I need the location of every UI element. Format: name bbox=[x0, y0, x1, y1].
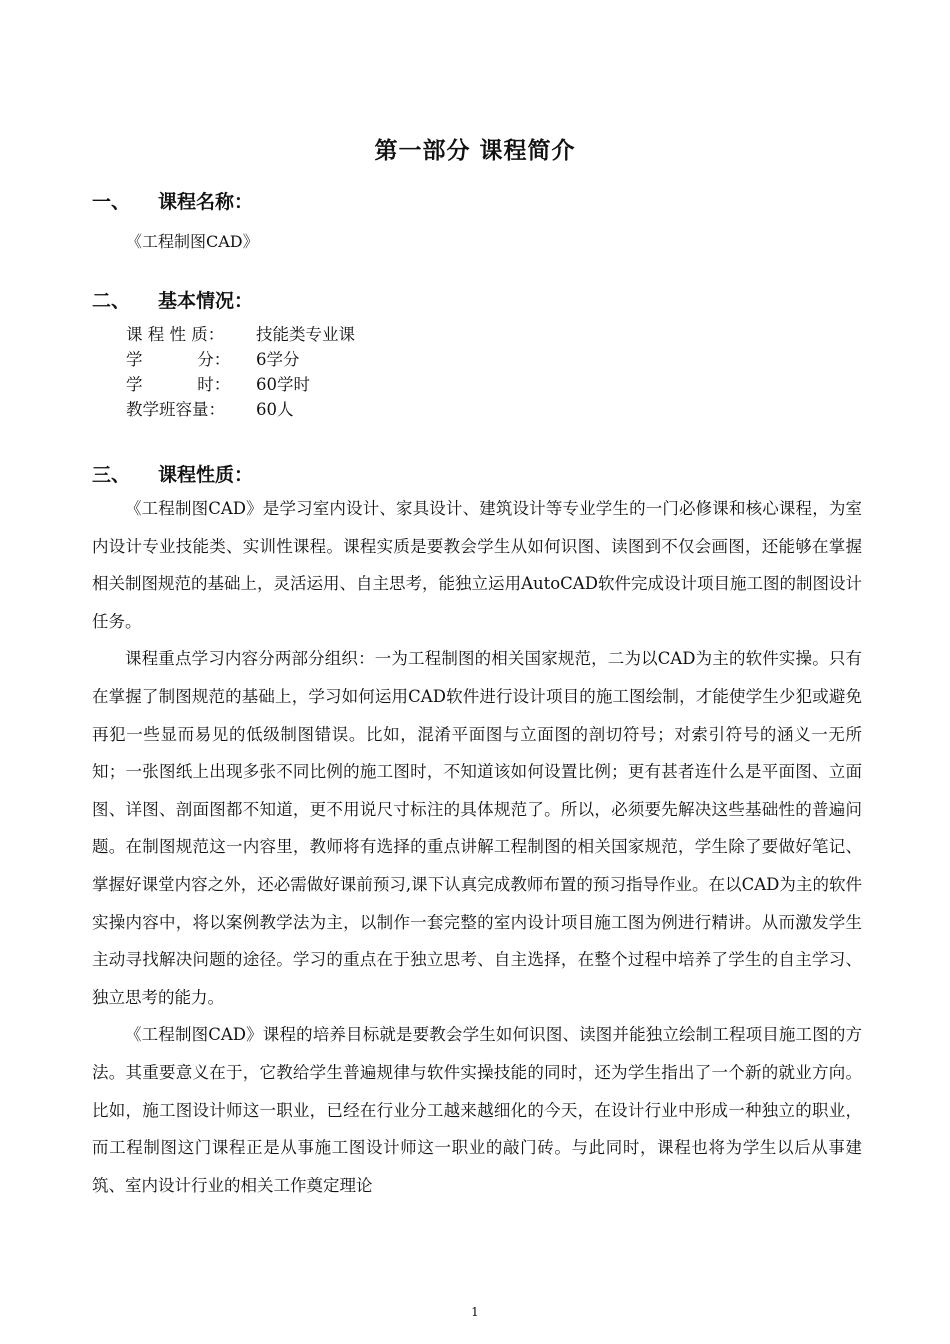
section-title: 课程名称： bbox=[158, 191, 254, 213]
info-value: 技能类专业课 bbox=[256, 325, 355, 344]
info-value: 60学时 bbox=[256, 375, 310, 394]
section-heading-course-nature bbox=[92, 460, 253, 487]
paragraph: 课程重点学习内容分两部分组织：一为工程制图的相关国家规范，二为以CAD为主的软件实操。只有在掌握了制图规范的基础上，学习如何运用CAD软件进行设计项目的施工图绘制，才能使学生少犯或避免再犯一些显而易见的低级制图错误。比如，混淆平面图与立面图的剖切符号；对索引符号的涵义一无所知；一张图纸上出现多张不同比例的施工图时，不知道该如何设置比例；更有甚者连什么是平面图、立面图、详图、剖面图都不知道，更不用说尺寸标注的具体规范了。所以，必须要先解决这些基础性的普遍问题。在制图规范这一内容里，教师将有选择的重点讲解工程制图的相关国家规范，学生除了要做好笔记、掌握好课堂内容之外，还必需做好课前预习,课下认真完成教师布置的预习指导作业。在以CAD为主的软件实操内容中，将以案例教学法为主，以制作一套完整的室内设计项目施工图为例进行精讲。从而激发学生主动寻找解决问题的途径。学习的重点在于独立思考、自主选择，在整个过程中培养了学生的自主学习、独立思考的能力。 bbox=[92, 649, 862, 1007]
info-row-hours bbox=[126, 372, 355, 397]
paragraph: 《工程制图CAD》课程的培养目标就是要教会学生如何识图、读图并能独立绘制工程项目施工图的方法。其重要意义在于，它教给学生普遍规律与软件实操技能的同时，还为学生指出了一个新的就业方向。比如，施工图设计师这一职业，已经在行业分工越来越细化的今天，在设计行业中形成一种独立的职业，而工程制图这门课程正是从事施工图设计师这一职业的敲门砖。与此同时，课程也将为学生以后从事建筑、室内设计行业的相关工作奠定理论 bbox=[92, 1025, 862, 1195]
page-number: 1 bbox=[471, 1305, 479, 1319]
page-title: 第一部分 课程简介 bbox=[374, 138, 576, 164]
section-number: 一、 bbox=[92, 191, 131, 213]
info-row-nature bbox=[126, 322, 355, 347]
paragraph: 《工程制图CAD》是学习室内设计、家具设计、建筑设计等专业学生的一门必修课和核心课程，为室内设计专业技能类、实训性课程。课程实质是要教会学生从如何识图、读图到不仅会画图，还能够在掌握相关制图规范的基础上，灵活运用、自主思考，能独立运用AutoCAD软件完成设计项目施工图的制图设计任务。 bbox=[92, 499, 862, 631]
info-label: 课 程 性 质： bbox=[126, 325, 225, 344]
info-value: 60人 bbox=[256, 400, 294, 419]
section-heading-basic-info bbox=[92, 286, 253, 313]
section-heading-course-name bbox=[92, 187, 253, 214]
section-number: 三、 bbox=[92, 464, 131, 486]
body-text bbox=[92, 490, 862, 1204]
info-label: 教学班容量： bbox=[126, 400, 225, 419]
basic-info-list bbox=[126, 322, 355, 422]
info-value: 6学分 bbox=[256, 350, 300, 369]
course-name-text: 《工程制图CAD》 bbox=[126, 232, 259, 251]
section-number: 二、 bbox=[92, 290, 131, 312]
info-row-credits bbox=[126, 347, 355, 372]
info-label: 学 分： bbox=[126, 350, 231, 369]
section-title: 课程性质： bbox=[158, 464, 254, 486]
info-label: 学 时： bbox=[126, 375, 231, 394]
info-row-class-size bbox=[126, 397, 355, 422]
section-title: 基本情况： bbox=[158, 290, 254, 312]
